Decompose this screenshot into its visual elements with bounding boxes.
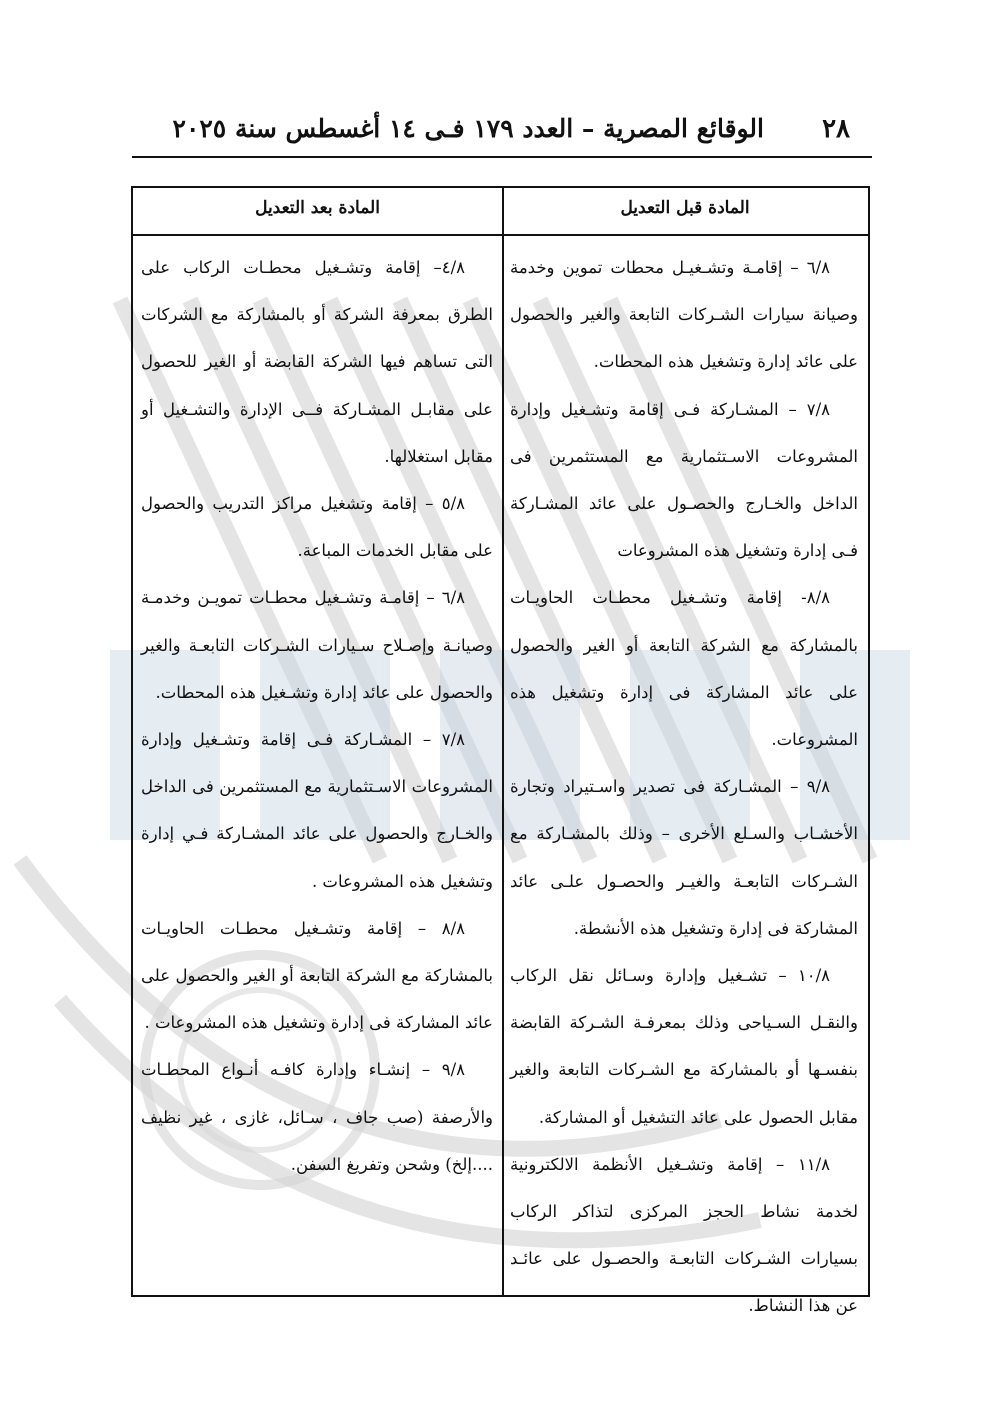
clause-8-8-after: ٨/٨ – إقامة وتشـغيل محطـات الحاويـات بالمشاركة مع الشركة التابعة أو الغير والحصول على عائد المشاركة فى إدارة وتشغيل هذه المشروعات . bbox=[141, 918, 493, 1033]
clause-8-8-before: ٨/٨- إقامة وتشـغيل محطـات الحاويـات بالمشاركة مع الشركة التابعة أو الغير والحصول على عائد المشاركة فى إدارة وتشغيل هذه المشروعات. bbox=[510, 588, 858, 750]
clause-6-8-before: ٦/٨ – إقامـة وتشـغيـل محطات تموين وخدمة وصيانة سيارات الشـركات التابعة والغير والحصول على عائد إدارة وتشغيل هذه المحطات. bbox=[510, 258, 858, 372]
after-amendment-column bbox=[141, 244, 493, 1188]
header-before-amendment: المادة قبل التعديل bbox=[620, 198, 750, 218]
clause-6-8-after: ٦/٨ – إقامـة وتشـغيل محطـات تمويـن وخدمـة وصيانـة وإصـلاح سـيارات الشـركات التابعـة والغير والحصول على عائد إدارة وتشـغيل هذه المحطات. bbox=[141, 588, 493, 702]
before-amendment-column bbox=[510, 244, 858, 1330]
clause-7-8-after: ٧/٨ – المشـاركة فـى إقامة وتشـغيل وإدارة المشروعات الاسـتثمارية مع المستثمرين فى الداخل والخـارج والحصول على عائد المشـاركة فـي إدارة وتشغيل هذه المشروعات . bbox=[141, 730, 493, 891]
page-number: ٢٨ bbox=[822, 114, 850, 144]
header-rule bbox=[132, 156, 872, 158]
clause-7-8-before: ٧/٨ – المشـاركة فـى إقامة وتشـغيل وإدارة المشروعات الاسـتثمارية مع المستثمرين فى الداخل والخـارج والحصـول على عائد المشـاركة فـى إدارة وتشغيل هذه المشروعات bbox=[510, 399, 858, 561]
table-header-row bbox=[133, 188, 868, 236]
gazette-title: الوقائع المصرية – العدد ١٧٩ فـى ١٤ أغسطس سنة ٢٠٢٥ bbox=[172, 114, 764, 143]
page-header bbox=[132, 108, 872, 156]
clause-11-8-before: ١١/٨ – إقامة وتشـغيل الأنظمة الالكترونية لخدمة نشاط الحجز المركزى لتذاكر الركاب بسيارات الشـركات التابعـة والحصـول على عائـد عن هذا النشاط. bbox=[510, 1154, 858, 1316]
clause-9-8-before: ٩/٨ – المشـاركة فى تصدير واسـتيراد وتجارة الأخشـاب والسـلع الأخرى – وذلك بالمشـاركة مع الشـركات التابعـة والغيـر والحصـول علـى عائد المشاركة فى إدارة وتشغيل هذه الأنشطة. bbox=[510, 777, 858, 938]
clause-9-8-after: ٩/٨ – إنشـاء وإدارة كافـه أنـواع المحطـات والأرصفة (صب جاف ، سـائل، غازى ، غير نظيف ....إلخ) وشحن وتفريغ السفن. bbox=[141, 1060, 493, 1174]
header-after-amendment: المادة بعد التعديل bbox=[255, 198, 380, 218]
amendment-table bbox=[131, 186, 870, 1316]
clause-10-8-before: ١٠/٨ – تشـغيل وإدارة وسـائل نقل الركاب والنقـل السـياحى وذلك بمعرفـة الشـركة القابضة بنفسـها أو بالمشاركة مع الشـركات التابعة والغير مقابل الحصول على عائد التشغيل أو المشاركة. bbox=[510, 966, 858, 1127]
column-divider bbox=[502, 188, 504, 1295]
clause-4-8-after: ٤/٨– إقامة وتشـغيل محطـات الركاب على الطرق بمعرفة الشركة أو بالمشاركة مع الشركات التى تساهم فيها الشركة القابضة أو الغير للحصول على مقابـل المشـاركة فــى الإدارة والتشـغيل أو مقابل استغلالها. bbox=[141, 258, 493, 466]
clause-5-8-after: ٥/٨ – إقامة وتشغيل مراكز التدريب والحصول على مقابل الخدمات المباعة. bbox=[141, 494, 493, 561]
